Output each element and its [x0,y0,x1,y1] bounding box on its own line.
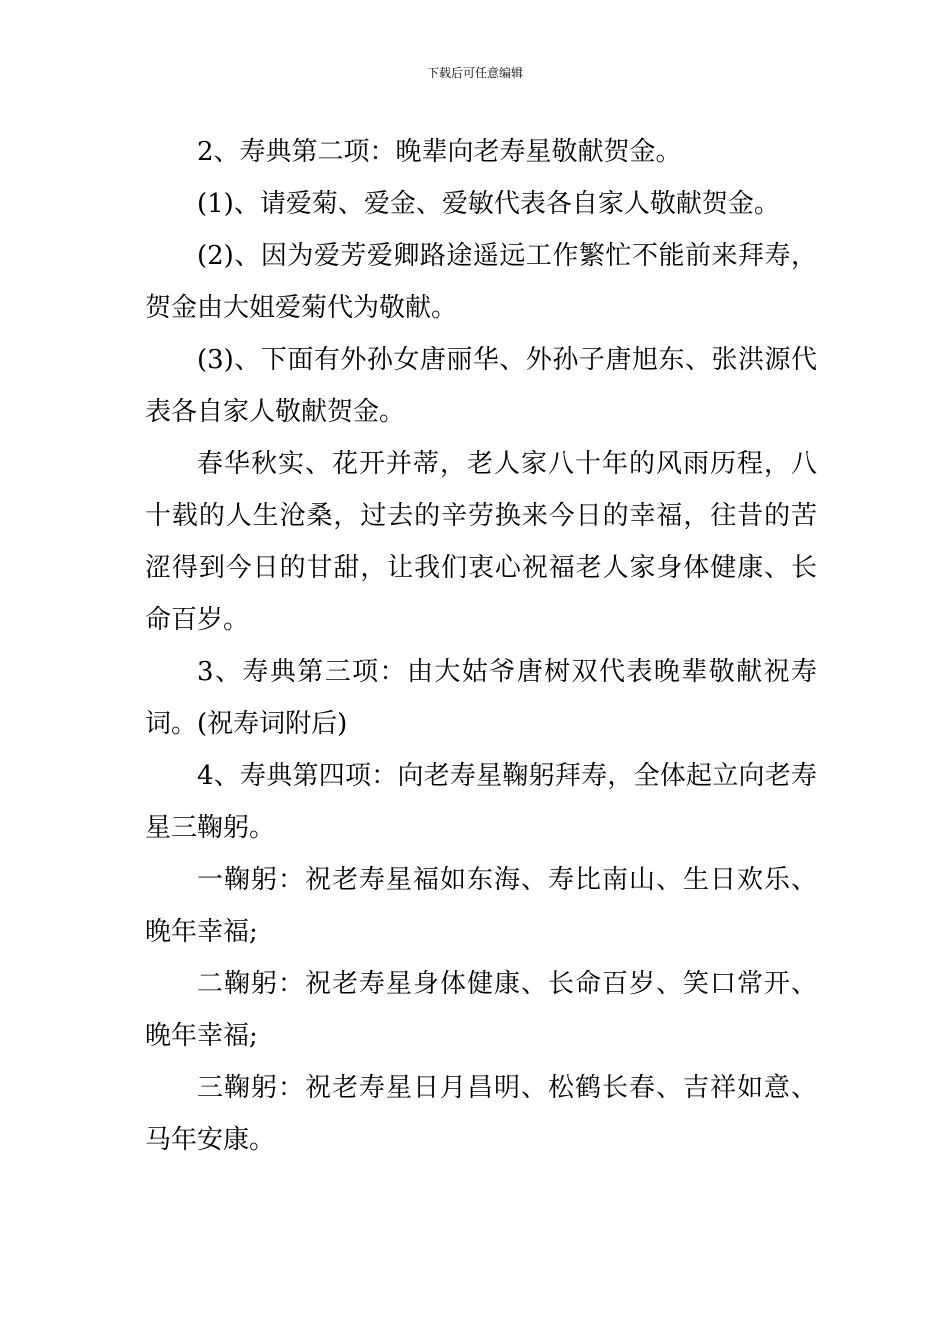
page-header: 下载后可任意编辑 [426,66,523,80]
paragraph-subitem-3: (3)、下面有外孙女唐丽华、外孙子唐旭东、张洪源代表各自家人敬献贺金。 [145,345,817,427]
paragraph-subitem-1: (1)、请爱菊、爱金、爱敏代表各自家人敬献贺金。 [197,189,780,219]
paragraph-second-bow: 二鞠躬：祝老寿星身体健康、长命百岁、笑口常开、晚年幸福; [145,969,817,1051]
paragraph-blessing: 春华秋实、花开并蒂，老人家八十年的风雨历程，八十载的人生沧桑，过去的辛劳换来今日的幸福，往昔的苦涩得到今日的甘甜，让我们衷心祝福老人家身体健康、长命百岁。 [145,449,817,635]
paragraph-item-2-heading: 2、寿典第二项：晚辈向老寿星敬献贺金。 [197,137,682,167]
paragraph-subitem-2: (2)、因为爱芳爱卿路途遥远工作繁忙不能前来拜寿，贺金由大姐爱菊代为敬献。 [145,241,817,323]
paragraph-third-bow: 三鞠躬：祝老寿星日月昌明、松鹤长春、吉祥如意、马年安康。 [145,1073,817,1155]
paragraph-item-3-heading: 3、寿典第三项：由大姑爷唐树双代表晚辈敬献祝寿词。(祝寿词附后) [145,657,817,739]
document-body [145,126,817,1166]
paragraph-first-bow: 一鞠躬：祝老寿星福如东海、寿比南山、生日欢乐、晚年幸福; [145,865,817,947]
paragraph-item-4-heading: 4、寿典第四项：向老寿星鞠躬拜寿，全体起立向老寿星三鞠躬。 [145,761,817,843]
